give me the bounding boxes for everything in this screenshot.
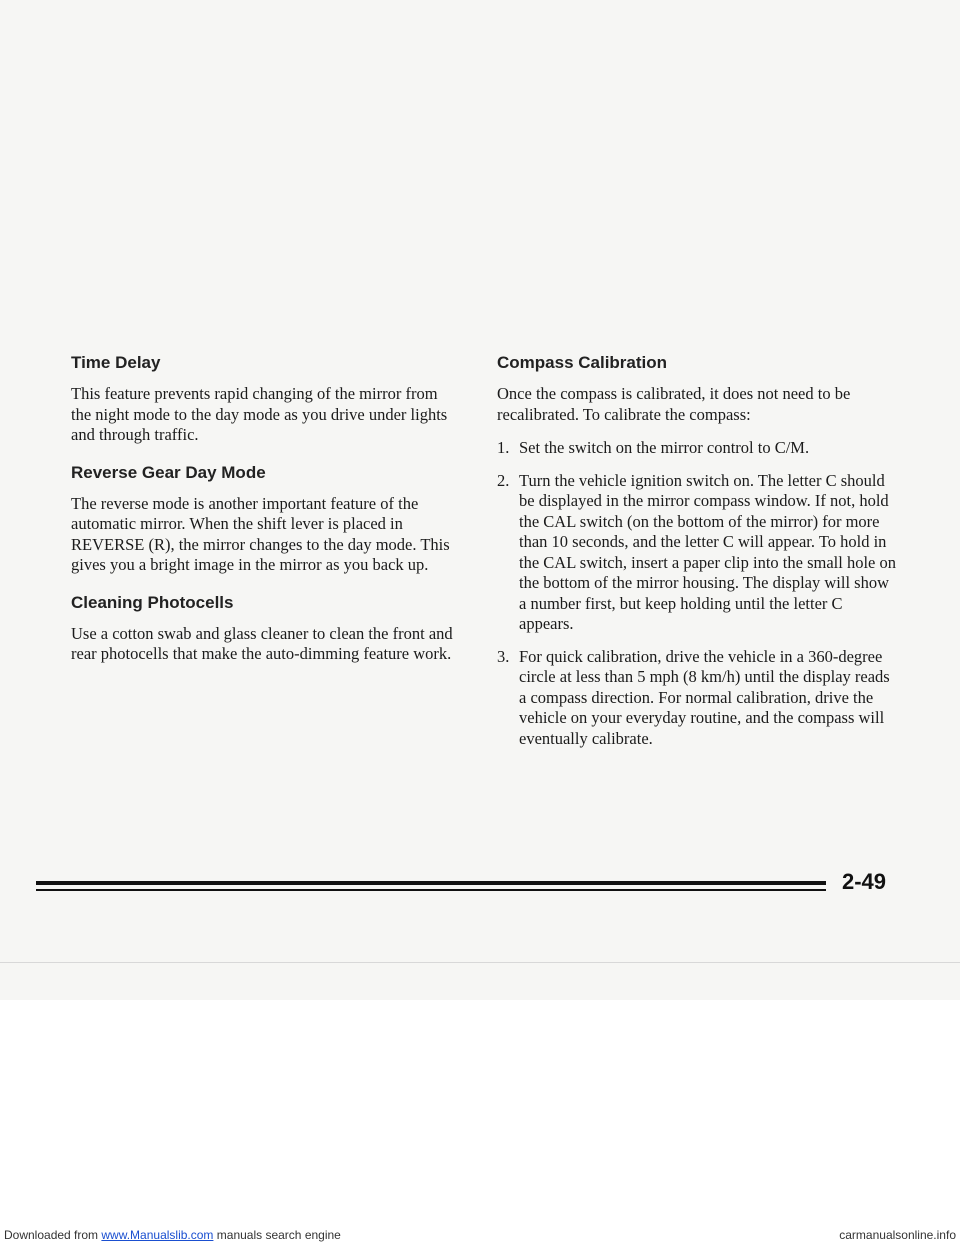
step-text: For quick calibration, drive the vehicle in a 360-degree circle at less than 5 mph (8 km/h) until the display reads a compass direction. For normal calibration, drive the vehicle on your everyday routine, and the compass will eventually calibrate. — [519, 646, 890, 748]
footer-rule-thick — [36, 881, 826, 885]
section-heading-reverse-gear: Reverse Gear Day Mode — [71, 462, 266, 482]
scan-edge-line — [0, 962, 960, 963]
step-text: Set the switch on the mirror control to C/M. — [519, 438, 810, 457]
compass-intro: Once the compass is calibrated, it does not need to be recalibrated. To calibrate the compass: — [497, 384, 851, 424]
download-footer — [4, 1228, 341, 1242]
watermark-text: carmanualsonline.info — [839, 1228, 956, 1242]
step-item — [497, 647, 897, 750]
section-body-reverse-gear: The reverse mode is another important feature of the automatic mirror. When the shift lever is placed in REVERSE (R), the mirror changes to the day mode. This gives you a bright image in the mirror as you back up. — [71, 493, 450, 574]
right-column — [497, 352, 897, 761]
step-number: 2. — [497, 470, 510, 490]
step-item — [497, 438, 897, 459]
section-heading-cleaning-photocells: Cleaning Photocells — [71, 592, 234, 612]
step-number: 1. — [497, 438, 510, 457]
left-column — [71, 352, 461, 678]
section-body-time-delay: This feature prevents rapid changing of the mirror from the night mode to the day mode as you drive under lights and through traffic. — [71, 384, 448, 444]
step-number: 3. — [497, 646, 510, 666]
section-heading-time-delay: Time Delay — [71, 353, 161, 372]
step-item — [497, 471, 897, 635]
calibration-steps — [497, 438, 897, 749]
footer-rule-thin — [36, 889, 826, 891]
section-body-cleaning-photocells: Use a cotton swab and glass cleaner to clean the front and rear photocells that make the auto-dimming feature work. — [71, 623, 453, 663]
step-text: Turn the vehicle ignition switch on. The letter C should be displayed in the mirror compass window. If not, hold the CAL switch (on the bottom of the mirror) for more than 10 seconds, and the letter C will appear. To hold in the CAL switch, insert a paper clip into the small hole on the bottom of the mirror housing. The display will show a number first, but keep holding until the letter C appears. — [519, 470, 896, 633]
footer-prefix: Downloaded from — [4, 1228, 102, 1242]
page-number: 2-49 — [842, 869, 887, 894]
section-heading-compass-calibration: Compass Calibration — [497, 353, 668, 372]
manualslib-link[interactable]: www.Manualslib.com — [101, 1228, 214, 1242]
footer-suffix: manuals search engine — [213, 1228, 341, 1242]
